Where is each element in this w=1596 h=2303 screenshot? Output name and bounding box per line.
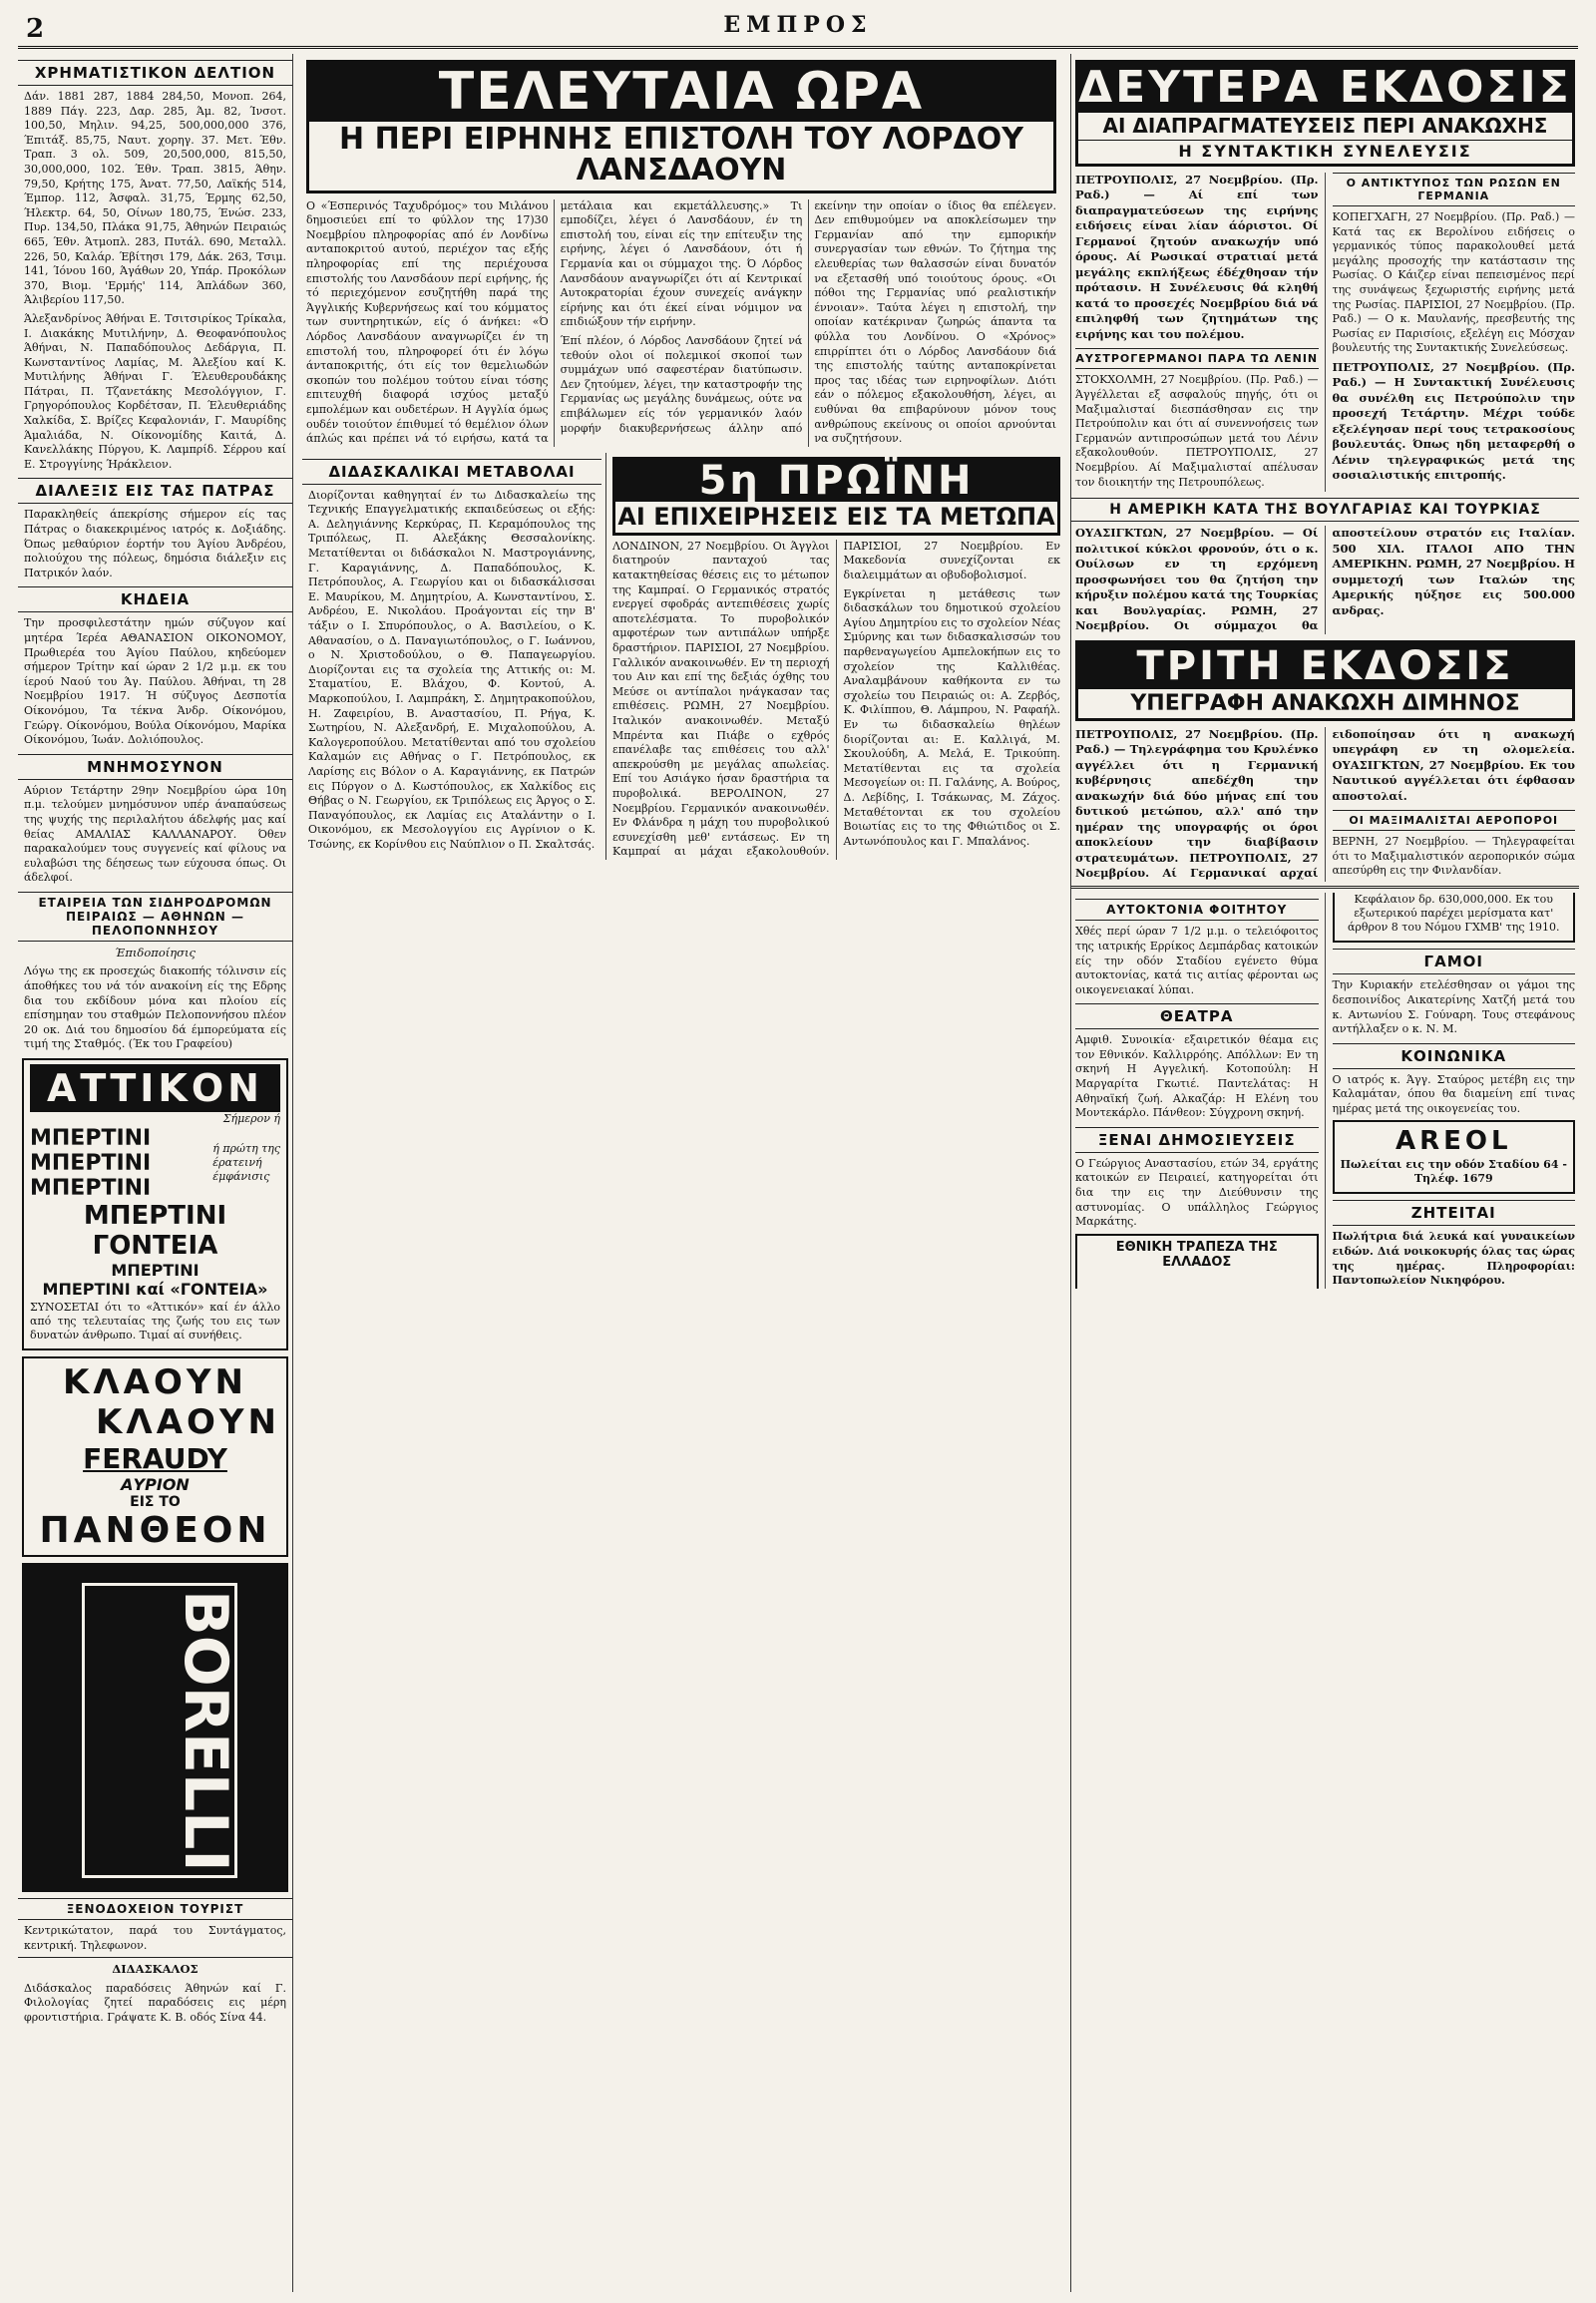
antiktypos-text: ΚΟΠΕΓΧΑΓΗ, 27 Νοεμβρίου. (Πρ. Ραδ.) — Κατά τας εκ Βερολίνου ειδήσεις ο γερμανικός τύπος παρακολουθεί μετά μεγάλης προσοχής την κατάστασιν της Ρωσίας. Ο Κάιζερ είναι πεπεισμένος περί της συνάψεως ξεχωριστής ειρήνης μετά της Ρωσίας. ΠΑΡΙΣΙΟΙ, 27 Νοεμβρίου. (Πρ. Ραδ.) — Ο κ. Μαυλανής, πρεσβευτής της Ρωσίας εν Παρισίοις, εξελέγη εις Μόσχαν βουλευτής της Συντακτικής Συνελεύσεως.: [1332, 209, 1575, 355]
column-center: [302, 54, 1060, 2292]
bank-title: ΕΘΝΙΚΗ ΤΡΑΠΕΖΑ ΤΗΣ ΕΛΛΑΔΟΣ: [1115, 1239, 1278, 1270]
weddings-heading: ΓΑΜΟΙ: [1333, 949, 1576, 974]
attikon-side-3: έμφάνισις: [212, 1170, 270, 1184]
newspaper-page: [18, 8, 1578, 2292]
patras-heading: ΔΙΑΛΕΞΙΣ ΕΙΣ ΤΑΣ ΠΑΤΡΑΣ: [18, 478, 292, 504]
railway-sub: Έπιδοποίησις: [115, 945, 196, 960]
ferraudy: FERAUDY: [83, 1441, 227, 1475]
armistice-headline: ΑΙ ΔΙΑΠΡΑΓΜΑΤΕΥΣΕΙΣ ΠΕΡΙ ΑΝΑΚΩΧΗΣ: [1078, 113, 1572, 141]
lansdowne-text-2: Έπί πλέον, ό Λόρδος Λανσδάουν ζητεί νά τεθούν ολοι οί πολεμικοί σκοποί των συμμάχων υπό σαφεστέραν διατύπωσιν. Δεν ζητούμεν, λέγει, την καταστροφήν της Γερμανίας ως μεγάλης δυνάμεως, ούτε να επιβάλωμεν είς τόν γερμανικόν λαόν μορφήν διακυβερνήσεως άλλην από εκείνην την οποίαν ο ίδιος θα επέλεγεν. Δεν επιθυμούμεν να αποκλείσωμεν την Γερμανίαν από την εμπορικήν συνεργασίαν των εθνών. Το ζήτημα της ελευθερίας των θαλασσών είναι δυνατόν να εξετασθή υπό τοιούτους όρους. «Οι πόθοι της Γερμανίας υπό ρεαλιστικήν έννοιαν». Ταύτα λέγει η επιστολή, την οποίαν κατέκριναν ζωηρώς άπαντα τα φύλλα του Λονδίνου. Ο «Χρόνος» επιρρίπτει ότι ο Λόρδος Λανσδάουν διά της επιστολής ταύτης ανταποκρίνεται προς τας ιδέας των ειρηνοφίλων. Διότι εάν ο πόλεμος εξακολουθήση, λέγει, αι ευθύναι θα επιβαρύνουν μόνον τους ανθρώπους εκείνους οι οποίοι αρνούνται να συζητήσουν.: [560, 198, 1056, 446]
teachers-block: [302, 453, 606, 860]
wanted-heading: ΖΗΤΕΙΤΑΙ: [1333, 1200, 1576, 1226]
lansdowne-headline: Η ΠΕΡΙ ΕΙΡΗΝΗΣ ΕΠΙΣΤΟΛΗ ΤΟΥ ΛΟΡΔΟΥ ΛΑΝΣΔΑΟΥΝ: [339, 121, 1023, 189]
lansdowne-article: [306, 199, 1056, 447]
attikon-line-2: ΜΠΕΡΤΙΝΙ: [30, 1150, 152, 1176]
america-text: ΟΥΑΣΙΓΚΤΩΝ, 27 Νοεμβρίου. — Οί πολιτικοί κύκλοι φρονούν, ότι ο κ. Ουίλσων εν τη ερχόμενη προσφωνήσει του θα ζητήση την κήρυξιν πολέμου κατά της Τουρκίας και Βουλγαρίας. ΡΩΜΗ, 27 Νοεμβρίου. Οι σύμμαχοι θα αποστείλουν στρατόν εις Ιταλίαν. 500 ΧΙΛ. ΙΤΑΛΟΙ ΑΠΟ ΤΗΝ ΑΜΕΡΙΚΗΝ. ΡΩΜΗ, 27 Νοεμβρίου. Η συμμετοχή των Ιταλών της Αμερικής ηύξησε εις 500.000 ανδρας.: [1075, 526, 1575, 633]
funeral-heading: ΚΗΔΕΙΑ: [18, 586, 292, 612]
third-edition-headline: ΤΡΙΤΗ ΕΚΔΟΣΙΣ: [1078, 643, 1572, 689]
fronts-headline: ΑΙ ΕΠΙΧΕΙΡΗΣΕΙΣ ΕΙΣ ΤΑ ΜΕΤΩΠΑ: [617, 502, 1055, 531]
attikon-gontea: ΓΟΝΤΕΙΑ: [92, 1230, 218, 1261]
attikon-line-1: ΜΠΕΡΤΙΝΙ: [30, 1125, 152, 1151]
two-month-armistice-headline: ΥΠΕΓΡΑΦΗ ΑΝΑΚΩΧΗ ΔΙΜΗΝΟΣ: [1130, 690, 1520, 716]
memorial-text: Αύριον Τετάρτην 29ην Νοεμβρίου ώρα 10η π.μ. τελούμεν μνημόσυνον υπέρ άναπαύσεως της ψυχής της περιλαλήτου άδελφής μας καί θείας ΑΜΑΛΙΑΣ ΚΑΛΛΑΝΑΡΟΥ. Όθεν παρακαλούμεν τους συγγενείς καί φίλους να ευλαβώσι της δέησεως των εύχουσα όπως. Οι άδελφοί.: [24, 783, 286, 885]
wanted-text: Πωλήτρια διά λευκά καί γυναικείων ειδών. Διά νοικοκυρής όλας τας ώρας της ημέρας. Πληροφορίαι: Παντοπωλείον Νικηφόρου.: [1332, 1230, 1575, 1288]
morning-headline: 5η ΠΡΩΪΝΗ: [615, 460, 1057, 502]
aurion: ΑΥΡΙΟΝ: [121, 1474, 190, 1494]
areol-ad: [1333, 1120, 1576, 1194]
fronts-text-2: Εγκρίνεται η μετάθεσις των διδασκάλων του δημοτικού σχολείου Αγίου Δημητρίου εις το σχολείον Νέας Σμύρνης και των διδασκαλισσών του παρθεναγωγείου Αμπελοκήπων εις το σχολείον της Καλλιθέας. Αναλαμβάνουν καθήκοντα εν τω σχολείω του Πειραιώς οι: Α. Ζερβός, Κ. Φιλίππου, Θ. Λάμπρου, Ν. Ραφαήλ. Εν τω διδασκαλείω θηλέων διορίζονται αι: Ε. Καλλιγά, Μ. Σκουλούδη, Α. Μελά, Ε. Τρικούπη. Μετατίθενται εις τα σχολεία Μεσογείων οι: Π. Γαλάνης, Α. Βούρος, Δ. Λεβίδης, Ι. Τσάκωνας, Μ. Ζάχος. Μεταθέτονται εκ του σχολείου Βοιωτίας εις το της Φθιώτιδος οι Σ. Αντωνόπουλος και Γ. Μπαλάνος.: [843, 586, 1060, 848]
social-text: Ο ιατρός κ. Άγγ. Σταύρος μετέβη εις την Καλαμάταν, όπου θα διαμείνη επί τινας ημέρας μετά της οικογενείας του.: [1332, 1072, 1575, 1115]
railway-text: Λόγω της εκ προσεχώς διακοπής τόλινσιν είς άποθήκες του νά τόν ανακοίνη είς της Εδρης δια του εκδίδουν μόνα και πλοίου είς επίσημηαν του σταθμών Πελοποννήσου πλέον 20 οκ. Διά του δημοσίου δά έμπορεύματα είς τιμή της Σταθμός. (Έκ του Γραφείου): [24, 964, 286, 1051]
market-text-2: Άλεξανδρίνος Άθήναι Ε. Τσιτσιρίκος Τρίκαλα, Ι. Διακάκης Μυτιλήνην, Δ. Θεοφανόπουλος Άθήναι, Ν. Παπαδόπουλος Δεδάργια, Π. Κωνσταντίνος Λαμίας, Μ. Άλεξίου καί Κ. Μυτιλήνης Άθήναι Γ. Έλευθερουδάκης Πάτραι, Π. Τζανετάκης Μεσολόγγιον, Γ. Γρηγορόπουλος Κορδέτσαν, Π. Έλευθεριάδης Χαλκίδα, Σ. Βρίζες Κεφαλονιάν, Γ. Μαυρίδης Άμαλιάδα, Ν. Οίκονομίδης Καιτά, Δ. Κανελλάκης Πύργου, Κ. Λαμπρίδ. Σέρρου καί Ε. Στρογγίνης Ήράκλειον.: [24, 311, 286, 471]
last-hour-box: [306, 60, 1056, 193]
theatre-text: Αμφιθ. Συνοικία· εξαιρετικόν θέαμα εις τον Εθνικόν. Καλλιρρόης. Απόλλων: Εν τη σκηνή Η Αγγελική. Κοτοπούλη: Η Μαργαρίτα Γκωτιέ. Παντελάτας: Η Αθηναϊκή ζωή. Αλκαζάρ: Η Ελένη του Μοντεκάρλο. Πάνθεον: Σύγχρονη σκηνή.: [1075, 1033, 1319, 1120]
attikon-line-4: ΜΠΕΡΤΙΝΙ: [111, 1260, 200, 1280]
hotel-text: Κεντρικώτατον, παρά του Συντάγματος, κεντρική. Τηλεφωνον.: [24, 1923, 286, 1952]
railway-heading: ΕΤΑΙΡΕΙΑ ΤΩΝ ΣΙΔΗΡΟΔΡΟΜΩΝ ΠΕΙΡΑΙΩΣ — ΑΘΗΝΩΝ — ΠΕΛΟΠΟΝΝΗΣΟΥ: [18, 892, 292, 942]
student-text: Χθές περί ώραν 7 1/2 μ.μ. ο τελειόφοιτος της ιατρικής Ερρίκος Δεμπάρδας κατοικών είς την οδόν Σταδίου εγένετο θύμα αυτοκτονίας, κατά τις αιτίας φέρονται ως οικογενειακαί λύπαι.: [1075, 925, 1319, 996]
funeral-text: Την προσφιλεστάτην ημών σύζυγον καί μητέρα Ίερέα ΑΘΑΝΑΣΙΟΝ ΟΙΚΟΝΟΜΟΥ, Πρωθιερέα του Άγίου Παύλου, κηδεύομεν σήμερον Τρίτην καί ώραν 2 1/2 μ.μ. εκ του ίερού Ναού του Άγ. Παύλου. Άθήναι, τη 28 Νοεμβρίου 1917. Ή σύζυγος Δεσποτία Οίκονόμου, Τα τέκνα Άνδρ. Οίκονόμου, Γεώργ. Οίκονόμου, Βούλα Οίκονόμου, Μαρίκα Οίκονόμου, Ίωάν. Δολιόπουλος.: [24, 616, 286, 747]
second-edition-headline: ΔΕΥΤΕΡΑ ΕΚΔΟΣΙΣ: [1078, 62, 1572, 113]
third-edition-box: [1075, 640, 1575, 721]
areol-text: Πωλείται εις την οδόν Σταδίου 64 - Τηλέφ. 1679: [1340, 1158, 1567, 1186]
lansdowne-text-1: Ο «Έσπερινός Ταχυδρόμος» του Μιλάνου δημοσιεύει επί το φύλλον της 17)30 Νοεμβρίου πληροφορίας από έν Λονδίνω ανταποκριτού αυτού, περιέχον τας εξής πληροφορίας επί της περιέχουσα επιστολής του Λανσδάουν περί ειρήνης, ής τό περιεχόμενον εσυζητήθη παρά της Άγγλικής Κυβερνήσεως καί του κόμματος των συντηρητικών, είς ό άνήκει: «Ό Λόρδος Λανσδάουν αναγνωρίζει έν τη επιστολή του, πληροφορεί ότι έν λόγω άνταποκριτής, ότι είς τον θεμελιωδών σκοπών του πολέμου τούτου είναι τόσης επιτευχθή διαφορά ισχύος μεταξύ εμπολέμων και ουδετέρων. Η Αγγλία όμως ουδέν τοιούτον έπιθυμεί τό θεμέλιον όλων άπλώς και πρέπει νά τό ειρήσω, κατά τα μετάλαια και εκμετάλλευσης.» Τι εμποδίζει, λέγει ό Λανσδάουν, έν τη επιστολή του, είναι είς την επίτευξιν της ειρήνης, λέγει ό Λανσδάουν, ότι ή Γερμανία και οι σύμμαχοι της. Ό Λόρδος Λανσδάουν αναγνωρίζει ότι αί Κεντρικαί Αυτοκρατορίαι έχουν συνεχείς ανάγκην είρήνης και ότι έκεί είναι νόμιμον να επιδιώξουν τήν ειρήνην.: [306, 198, 803, 446]
teacher-heading: ΔΙΔΑΣΚΑΛΟΣ: [112, 1962, 199, 1977]
attikon-title: ΑΤΤΙΚΟΝ: [30, 1064, 280, 1112]
column-left: [18, 54, 293, 2292]
third-edition-text: ΠΕΤΡΟΥΠΟΛΙΣ, 27 Νοεμβρίου. (Πρ. Ραδ.) — Τηλεγράφημα του Κρυλένκο αγγέλλει ότι η Γερμανική κυβέρνησις απεδέχθη την ανακωχήν διά δύο μήνας επί του δυτικού μετώπου, αλλ' από την ημέραν της υπογραφής οι όροι αποκλείουν την διαβίβασιν στρατευμάτων. ΠΕΤΡΟΥΠΟΛΙΣ, 27 Νοεμβρίου. Αί Γερμανικαί αρχαί ειδοποίησαν ότι η ανακωχή υπεγράφη εν τη ολομελεία. ΟΥΑΣΙΓΚΤΩΝ, 27 Νοεμβρίου. Εκ του Ναυτικού αγγέλλεται ότι έφθασαν αποστολαί.: [1075, 726, 1575, 881]
armistice-text: ΠΕΤΡΟΥΠΟΛΙΣ, 27 Νοεμβρίου. (Πρ. Ραδ.) — Αί επί των διαπραγματεύσεων της ειρήνης ειδήσεις είναι λίαν άόριστοι. Οί Γερμανοί ζητούν ανακωχήν υπό όρους. Αί Ρωσικαί στρατιαί μετά μεγάλης εκπλήξεως έδέχθησαν τήν πρότασιν. Η Συνέλευσις θά κληθή κατά το προσεχές Νοεμβρίου διά νά επιληφθή των ζητημάτων της ειρήνης και του πολέμου.: [1075, 172, 1319, 341]
pantheon: ΠΑΝΘΕΟΝ: [39, 1509, 271, 1551]
front-block: [606, 453, 1060, 860]
masthead: [18, 8, 1578, 49]
teacher-text: Διδάσκαλος παραδόσεις Άθηνών καί Γ. Φιλολογίας ζητεί παραδόσεις εις μέρη φροντιστήρια. Γράψατε Κ. Β. οδός Σίνα 44.: [24, 1981, 286, 2024]
petroupolis-text: ΠΕΤΡΟΥΠΟΛΙΣ, 27 Νοεμβρίου. (Πρ. Ραδ.) — Η Συντακτική Συνέλευσις θα συνέλθη εις Πετρούπολιν την προσεχή Τετάρτην. Μέχρι τούδε εξελέγησαν περί τους τετρακοσίους βουλευτάς. Όπως ηδη μεταφερθή ο Λένιν τηλεγραφικώς μετά της σοσιαλιστικής επιτροπής.: [1332, 359, 1575, 483]
last-hour-headline: ΤΕΛΕΥΤΑΙΑ ΩΡΑ: [309, 63, 1053, 122]
attikon-note: ΣΥΝΟΣΕΤΑΙ ότι το «Άττικόν» καί έν άλλο από της τελευταίας της ζωής του εις των δυνατών άνθρωπο. Τιμαί αί συνήθεις.: [30, 1300, 280, 1342]
second-edition-box: [1075, 60, 1575, 167]
antiktypos-heading: Ο ΑΝΤΙΚΤΥΠΟΣ ΤΩΝ ΡΩΣΩΝ ΕΝ ΓΕΡΜΑΝΙΑ: [1333, 173, 1576, 206]
attikon-bottom: ΜΠΕΡΤΙΝΙ καί «ΓΟΝΤΕΙΑ»: [42, 1279, 268, 1299]
market-heading: ΧΡΗΜΑΤΙΣΤΙΚΟΝ ΔΕΛΤΙΟΝ: [18, 60, 292, 86]
newspaper-name: ΕΜΠΡΟΣ: [723, 12, 873, 38]
column-right: [1070, 54, 1579, 2292]
jobs-text: Ο Γεώργιος Αναστασίου, ετών 34, εργάτης κατοικών εν Πειραιεί, κατηγορείται ότι δια την εις την Διεύθυνσιν της αστυνομίας. Ο υπάλληλος Γεώργιος Μαρκάτης.: [1075, 1156, 1319, 1229]
klaoun-ad: [22, 1356, 288, 1557]
attikon-star: ΜΠΕΡΤΙΝΙ: [83, 1200, 227, 1231]
social-heading: ΚΟΙΝΩΝΙΚΑ: [1333, 1043, 1576, 1069]
market-text: Δάν. 1881 287, 1884 284,50, Μονοπ. 264, 1889 Πάγ. 223, Δαρ. 285, Άμ. 82, Ίνσοτ. 100,50, Μηλιν. 94,25, 500,000,000 376, Έπιτάξ. 85,75, Ναυτ. χορηγ. 37. Μετ. Έθν. Τραπ. 3 ολ. 509, 20,500,000, 815,50, 30,000,000, 102. Έθν. Τραπ. 3815, Άθην. 79,50, Κρήτης 175, Άνατ. 77,50, Λαϊκής 514, Έμπορ. 112, Άσφαλ. 31,75, Έρμης 62,50, Ήλεκτρ. 64, 50, Οίνων 180,75, Ένώσ. 233, Πυρ. 134,50, Πλάκα 91,75, Άθηνών Πειραιώς 665, Έθν. Άτμοπλ. 283, Πυτάλ. 690, Μεταλλ. 226, 50, Καλάρ. Έβίτησι 179, Δάκ. 263, Τσιμ. 141, Ίόνου 160, Άγάθων 20, Υπάρ. Προκόλων 370, Βιομ. 'Ερμής' 114, Άπλάδων 360, Άλιβερίου 117,50.: [24, 90, 286, 307]
attikon-ad: [22, 1058, 288, 1350]
student-heading: ΑΥΤΟΚΤΟΝΙΑ ΦΟΙΤΗΤΟΥ: [1075, 899, 1319, 921]
hotel-heading: ΞΕΝΟΔΟΧΕΙΟΝ ΤΟΥΡΙΣΤ: [18, 1898, 292, 1920]
america-heading: Η ΑΜΕΡΙΚΗ ΚΑΤΑ ΤΗΣ ΒΟΥΛΓΑΡΙΑΣ ΚΑΙ ΤΟΥΡΚΙΑΣ: [1071, 498, 1579, 522]
attikon-side-2: έρατεινή: [212, 1156, 262, 1170]
fronts-text: ΛΟΝΔΙΝΟΝ, 27 Νοεμβρίου. Οι Άγγλοι διατηρούν πανταχού τας κατακτηθείσας θέσεις εις το μέτωπον της Καμπραί. Ο Γερμανικός στρατός ενεργεί σφοδράς αντεπιθέσεις χωρίς αποτελέσματα. Το πυροβολικόν αμφοτέρων των αντιπάλων υπήρξε δραστήριον. ΠΑΡΙΣΙΟΙ, 27 Νοεμβρίου. Γαλλικόν ανακοινωθέν. Εν τη περιοχή του Αιν και επί της δεξιάς όχθης του Μεύσε οι αντίπαλοι ηνάγκασαν τας επιθέσεις. ΡΩΜΗ, 27 Νοεμβρίου. Ιταλικόν ανακοινωθέν. Μεταξύ Μπρέντα και Πιάβε ο εχθρός επανέλαβε τας επιθέσεις του αλλ' απεκρούσθη με μεγάλας απωλείας. Επί του Ασιάγκο ήσαν δραστήρια τα πυροβολικά. ΒΕΡΟΛΙΝΟΝ, 27 Νοεμβρίου. Γερμανικόν ανακοινωθέν. Εν Φλάνδρα η μάχη του πυροβολικού εσυνεχίσθη μεθ' εντάσεως. Εν τη Καμπραί αι μάχαι εξακολουθούν. ΠΑΡΙΣΙΟΙ, 27 Νοεμβρίου. Εν Μακεδονία συνεχίζονται εκ διαλειμμάτων αι οβυδοβολισμοί.: [612, 539, 1060, 859]
bern-text: ΒΕΡΝΗ, 27 Νοεμβρίου. — Τηλεγραφείται ότι το Μαξιμαλιστικόν αεροπορικόν σώμα απεσύρθη εις την Φινλανδίαν.: [1332, 835, 1575, 878]
klaoun-title-2: ΚΛΑΟΥΝ: [96, 1401, 280, 1442]
klaoun-title: ΚΛΑΟΥΝ: [63, 1361, 247, 1402]
memorial-heading: ΜΝΗΜΟΣΥΝΟΝ: [18, 754, 292, 780]
weddings-text: Την Κυριακήν ετελέσθησαν οι γάμοι της δεσποινίδος Αικατερίνης Χατζή μετά του κ. Αντωνίου Σ. Γούναρη. Τους στεφάνους αντήλλαξεν ο κ. Ν. Μ.: [1332, 978, 1575, 1036]
bern-heading: ΟΙ ΜΑΞΙΜΑΛΙΣΤΑΙ ΑΕΡΟΠΟΡΟΙ: [1333, 810, 1576, 831]
jobs-heading: ΞΕΝΑΙ ΔΗΜΟΣΙΕΥΣΕΙΣ: [1075, 1127, 1319, 1153]
austro-heading: ΑΥΣΤΡΟΓΕΡΜΑΝΟΙ ΠΑΡΑ ΤΩ ΛΕΝΙΝ: [1075, 348, 1319, 369]
borelli-ad: [22, 1563, 288, 1892]
bank-text: Κεφάλαιον δρ. 630,000,000. Εκ του εξωτερικού παρέχει μερίσματα κατ' άρθρον 8 του Νόμου ΓΧΜΒ' της 1910.: [1347, 893, 1560, 935]
teachers-heading: ΔΙΔΑΣΚΑΛΙΚΑΙ ΜΕΤΑΒΟΛΑΙ: [302, 459, 601, 485]
austro-text: ΣΤΟΚΧΟΛΜΗ, 27 Νοεμβρίου. (Πρ. Ραδ.) — Άγγέλλεται εξ ασφαλούς πηγής, ότι οι Μαξιμαλισταί διεσπάσθησαν εις την Πετρούπολιν και ότι αί συνεννοήσεις των Γερμανών αντιπροσώπων μετά του Λένιν εξακολουθούν. ΠΕΤΡΟΥΠΟΛΙΣ, 27 Νοεμβρίου. Αί Μαξιμαλισταί απέλυσαν τον διοικητήν της Πετρουπόλεως.: [1075, 373, 1319, 489]
page-number: 2: [26, 14, 45, 44]
attikon-line-3: ΜΠΕΡΤΙΝΙ: [30, 1175, 152, 1201]
attikon-today: Σήμερον ή: [222, 1111, 280, 1125]
theatre-heading: ΘΕΑΤΡΑ: [1075, 1003, 1319, 1029]
assembly-headline: Η ΣΥΝΤΑΚΤΙΚΗ ΣΥΝΕΛΕΥΣΙΣ: [1178, 142, 1472, 162]
eis-to: ΕΙΣ ΤΟ: [130, 1493, 181, 1510]
borelli-name: BORELLI: [82, 1583, 237, 1878]
teachers-text: Διορίζονται καθηγηταί έν τω Διδασκαλείω της Τεχνικής Επαγγελματικής εκπαιδεύσεως οι εξής: Α. Δεληγιάννης Κερκύρας, Π. Κεραμόπουλος της Τριπόλεως, Π. Αλεξάκης Θεσσαλονίκης. Μετατίθενται οι διδάσκαλοι Ν. Μαστρογιάννης, Γ. Καραγιάννης, Δ. Παπαδόπουλος, Κ. Πετρόπουλος, Α. Γεωργίου και οι διδασκάλισσαι Ε. Μαυρίκου, Μ. Δημητρίου, Α. Κωνσταντίνου, Σ. Ανδρέου, Ε. Νικολάου. Προάγονται είς την Β' τάξιν ο Ι. Σπυρόπουλος, ο Α. Βασιλείου, ο Κ. Αθανασίου, ο Δ. Παναγιωτόπουλος, ο Γ. Ιωάννου, ο Ν. Χριστοδούλου, ο Θ. Παπαγεωργίου. Διορίζονται εις τα σχολεία της Αττικής οι: Μ. Σταματίου, Ε. Βλάχου, Φ. Κοντού, Α. Μαρκοπούλου, Ι. Λαμπράκη, Σ. Δημητρακοπούλου, Η. Ζαφειρίου, Β. Αναστασίου, Π. Ρήγα, Κ. Σωτηρίου, Ν. Αλεξανδρή, Ε. Μιχαλοπούλου, Α. Καλογεροπούλου. Μετατίθενται από του σχολείου Καλαμών εις Αθήνας ο Γ. Πετρόπουλος, εκ Λαρίσης εις Βόλον ο Α. Καραγιάννης, εκ Πατρών εις Πύργον ο Δ. Κωστόπουλος, εκ Χαλκίδος εις Θήβας ο Ν. Γεωργίου, εκ Τριπόλεως εις Άργος ο Σ. Παναγόπουλος, εκ Λαμίας εις Αταλάντην ο Ι. Οικονόμου, εκ Μεσολογγίου εις Αγρίνιον ο Κ. Τσώνης, εκ Κορίνθου εις Ναύπλιον ο Π. Σκαλτσάς.: [308, 488, 596, 851]
attikon-side-1: ή πρώτη της: [212, 1142, 280, 1156]
patras-text: Παρακληθείς άπεκρίσης σήμερον είς τας Πάτρας ο διακεκριμένος ιατρός κ. Δοξιάδης. Όπως μεθαύριον έορτήν του Άγίου Άνδρέου, πολιούχου της πόλεως, δημόσια διάλεξιν εις Πατρικόν λαόν.: [24, 508, 286, 579]
areol-title: AREOL: [1395, 1126, 1512, 1157]
